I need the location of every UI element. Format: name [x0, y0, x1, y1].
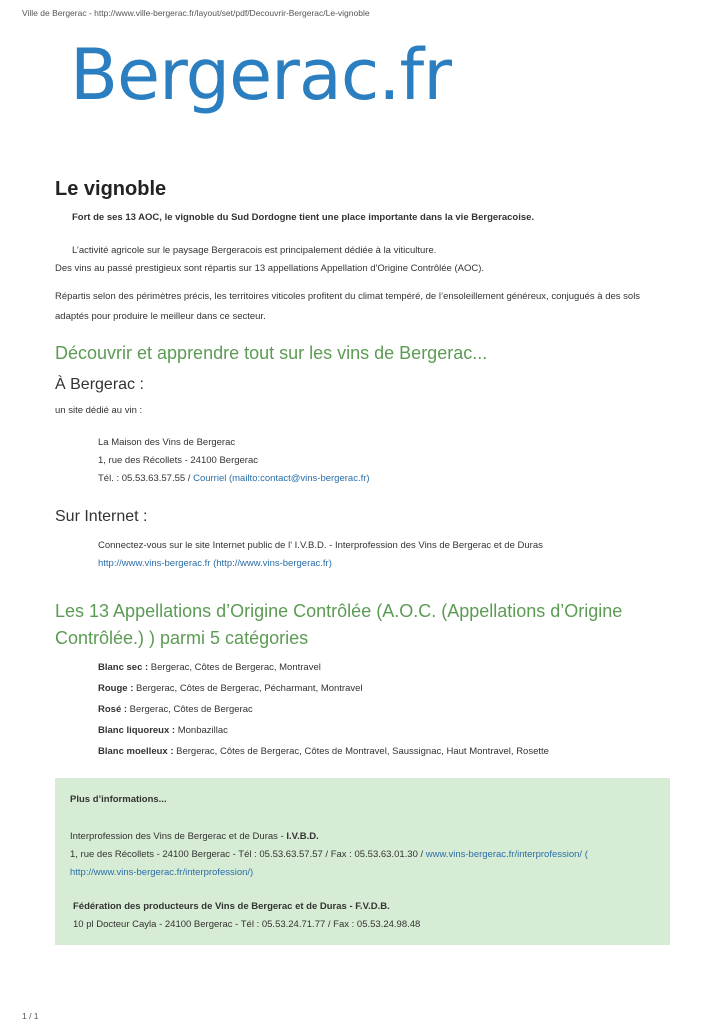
ivbd-name: [70, 828, 655, 846]
aoc-heading: Les 13 Appellations d’Origine Contrôlée (A.O.C. (Appellations d’Origine Contrôlée.) ) parmi 5 catégories: [55, 601, 623, 648]
interprofession-link[interactable]: www.vins-bergerac.fr/interprofession/ ( http://www.vins-bergerac.fr/interprofession/): [70, 849, 588, 878]
internet-text: Connectez-vous sur le site Internet public de l' I.V.B.D. - Interprofession des Vins de Bergerac et de Duras: [98, 540, 543, 551]
category-item: [98, 657, 549, 678]
category-label: Blanc sec :: [98, 662, 149, 673]
paragraph-activity: [55, 242, 675, 278]
info-box: [55, 778, 670, 945]
header-url: Ville de Bergerac - http://www.ville-bergerac.fr/layout/set/pdf/Decouvrir-Bergerac/Le-vignoble: [22, 8, 370, 18]
category-value: Monbazillac: [175, 725, 228, 736]
discover-heading: Découvrir et apprendre tout sur les vins de Bergerac...: [55, 343, 488, 363]
ivbd-bold: I.V.B.D.: [286, 831, 319, 842]
category-label: Blanc liquoreux :: [98, 725, 176, 736]
intro-text: Fort de ses 13 AOC, le vignoble du Sud Dordogne tient une place importante dans la vie Bergeracoise.: [72, 212, 535, 223]
ivbd-prefix: Interprofession des Vins de Bergerac et de Duras -: [70, 831, 287, 842]
maison-street: 1, rue des Récollets - 24100 Bergerac: [98, 455, 259, 466]
category-item: [98, 699, 549, 720]
category-value: Bergerac, Côtes de Bergerac, Côtes de Montravel, Saussignac, Haut Montravel, Rosette: [173, 746, 549, 757]
page-number: 1 / 1: [22, 1011, 39, 1021]
ivbd-details: [70, 846, 655, 882]
paragraph-activity-line1: L’activité agricole sur le paysage Bergeracois est principalement dédiée à la viticulture.: [72, 245, 437, 256]
category-value: Bergerac, Côtes de Bergerac: [127, 704, 253, 715]
category-label: Blanc moelleux :: [98, 746, 174, 757]
category-value: Bergerac, Côtes de Bergerac, Montravel: [148, 662, 321, 673]
category-item: [98, 678, 549, 699]
ivbd-address: 1, rue des Récollets - 24100 Bergerac - Tél : 05.53.63.57.57 / Fax : 05.53.63.01.30 /: [70, 849, 426, 860]
fvdb-address: 10 pl Docteur Cayla - 24100 Bergerac - Tél : 05.53.24.71.77 / Fax : 05.53.24.98.48: [73, 919, 421, 930]
paragraph-territories: Répartis selon des périmètres précis, les territoires viticoles profitent du climat tempéré, de l’ensoleillement généreux, conjugués à des sols adaptés pour produire le meilleur dans ce secteur.: [55, 291, 641, 322]
fvdb-title: Fédération des producteurs de Vins de Bergerac et de Duras - F.V.D.B.: [73, 901, 390, 912]
maison-contact: [98, 470, 370, 488]
bergerac-heading: À Bergerac :: [55, 376, 144, 393]
maison-tel: Tél. : 05.53.63.57.55 /: [98, 473, 194, 484]
info-title: Plus d’informations...: [70, 794, 167, 805]
maison-name: La Maison des Vins de Bergerac: [98, 437, 236, 448]
site-logo: Bergerac.fr: [70, 34, 451, 116]
internet-heading: Sur Internet :: [55, 508, 148, 525]
email-link[interactable]: Courriel (mailto:contact@vins-bergerac.fr): [193, 473, 370, 484]
category-label: Rosé :: [98, 704, 128, 715]
site-dedie-text: un site dédié au vin :: [55, 405, 143, 416]
internet-section: [98, 537, 543, 573]
info-fvdb: [73, 898, 420, 934]
maison-des-vins-address: [98, 434, 370, 488]
vins-bergerac-link[interactable]: http://www.vins-bergerac.fr (http://www.vins-bergerac.fr): [98, 558, 332, 569]
aoc-categories: [98, 657, 549, 762]
category-item: [98, 720, 549, 741]
category-value: Bergerac, Côtes de Bergerac, Pécharmant, Montravel: [133, 683, 363, 694]
page-title: Le vignoble: [55, 178, 167, 200]
info-ivbd: [70, 828, 655, 882]
category-label: Rouge :: [98, 683, 134, 694]
paragraph-activity-line2: Des vins au passé prestigieux sont répartis sur 13 appellations Appellation d'Origine Contrôlée (AOC).: [55, 263, 485, 274]
category-item: [98, 741, 549, 762]
